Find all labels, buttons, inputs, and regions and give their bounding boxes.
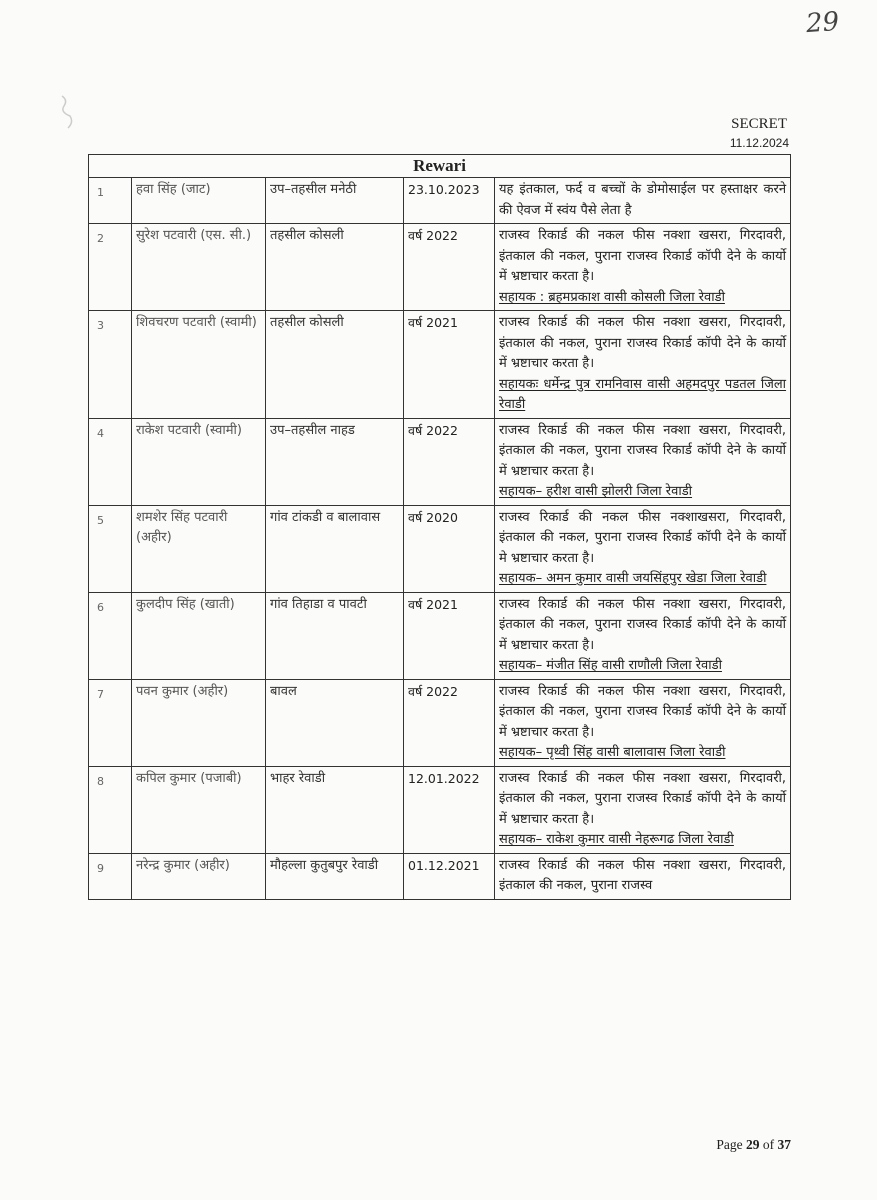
allegation-cell	[495, 224, 791, 311]
posting-place: बावल	[266, 679, 404, 766]
person-name: शमशेर सिंह पटवारी (अहीर)	[132, 505, 266, 592]
row-number: 4	[89, 418, 132, 505]
allegation-text: यह इंतकाल, फर्द व बच्चों के डोमोसाईल पर हस्ताक्षर करने की ऐवज में स्वंय पैसे लेता है	[499, 182, 787, 218]
report-date: 01.12.2021	[404, 853, 495, 899]
row-number: 6	[89, 592, 132, 679]
assistant-text: सहायक– हरीश वासी झोलरी जिला रेवाडी	[499, 484, 693, 499]
allegation-text: राजस्व रिकार्ड की नकल फीस नक्शाखसरा, गिरदावरी, इंतकाल की नकल, पुराना राजस्व रिकार्ड कॉपी देने के कार्यो मे भ्रष्टाचार करता है।	[499, 509, 787, 566]
allegation-cell	[495, 766, 791, 853]
table-row	[89, 178, 791, 224]
allegation-text: राजस्व रिकार्ड की नकल फीस नक्शा खसरा, गिरदावरी, इंतकाल की नकल, पुराना राजस्व रिकार्ड कॉपी देने के कार्यो में भ्रष्टाचार करता है।	[499, 422, 787, 479]
allegation-cell	[495, 853, 791, 899]
person-name: हवा सिंह (जाट)	[132, 178, 266, 224]
classification-label: SECRET	[731, 116, 787, 132]
row-number: 8	[89, 766, 132, 853]
footer-prefix: Page	[716, 1137, 746, 1152]
posting-place: तहसील कोसली	[266, 224, 404, 311]
report-date: वर्ष 2022	[404, 679, 495, 766]
footer-middle: of	[759, 1137, 778, 1152]
person-name: सुरेश पटवारी (एस. सी.)	[132, 224, 266, 311]
person-name: नरेन्द्र कुमार (अहीर)	[132, 853, 266, 899]
page-footer	[716, 1137, 791, 1153]
posting-place: भाहर रेवाडी	[266, 766, 404, 853]
allegation-cell	[495, 505, 791, 592]
posting-place: गांव तिहाडा व पावटी	[266, 592, 404, 679]
assistant-text: सहायक– राकेश कुमार वासी नेहरूगढ जिला रेवाडी	[499, 832, 734, 847]
row-number: 5	[89, 505, 132, 592]
report-date: वर्ष 2020	[404, 505, 495, 592]
allegation-text: राजस्व रिकार्ड की नकल फीस नक्शा खसरा, गिरदावरी, इंतकाल की नकल, पुराना राजस्व रिकार्ड कॉपी देने के कार्यो में भ्रष्टाचार करता है।	[499, 683, 787, 740]
row-number: 1	[89, 178, 132, 224]
person-name: कुलदीप सिंह (खाती)	[132, 592, 266, 679]
person-name: कपिल कुमार (पजाबी)	[132, 766, 266, 853]
person-name: राकेश पटवारी (स्वामी)	[132, 418, 266, 505]
table-row	[89, 766, 791, 853]
allegation-text: राजस्व रिकार्ड की नकल फीस नक्शा खसरा, गिरदावरी, इंतकाल की नकल, पुराना राजस्व रिकार्ड कॉपी देने के कार्यो में भ्रष्टाचार करता है।	[499, 770, 787, 827]
assistant-text: सहायक– मंजीत सिंह वासी राणौली जिला रेवाडी	[499, 658, 722, 673]
table-row	[89, 505, 791, 592]
table-row	[89, 679, 791, 766]
allegation-text: राजस्व रिकार्ड की नकल फीस नक्शा खसरा, गिरदावरी, इंतकाल की नकल, पुराना राजस्व रिकार्ड कॉपी देने के कार्यो में भ्रष्टाचार करता है।	[499, 315, 787, 371]
row-number: 9	[89, 853, 132, 899]
report-date: वर्ष 2022	[404, 418, 495, 505]
allegation-cell	[495, 311, 791, 419]
posting-place: उप–तहसील नाहड	[266, 418, 404, 505]
person-name: शिवचरण पटवारी (स्वामी)	[132, 311, 266, 419]
table-row	[89, 311, 791, 419]
assistant-text: सहायक : ब्रहमप्रकाश वासी कोसली जिला रेवाडी	[499, 289, 725, 305]
table-row	[89, 224, 791, 311]
allegation-cell	[495, 418, 791, 505]
posting-place: गांव टांकडी व बालावास	[266, 505, 404, 592]
table-row	[89, 853, 791, 899]
allegation-text: राजस्व रिकार्ड की नकल फीस नक्शा खसरा, गिरदावरी, इंतकाल की नकल, पुराना राजस्व रिकार्ड कॉपी देने के कार्यो में भ्रष्टाचार करता है।	[499, 596, 787, 653]
footer-total-pages: 37	[777, 1137, 791, 1152]
records-table	[88, 154, 791, 900]
report-date: वर्ष 2021	[404, 311, 495, 419]
district-title: Rewari	[89, 155, 791, 178]
posting-place: तहसील कोसली	[266, 311, 404, 419]
document-date: 11.12.2024	[729, 136, 789, 150]
table-title-row	[89, 155, 791, 178]
assistant-text: सहायक– पृथ्वी सिंह वासी बालावास जिला रेवाडी	[499, 745, 726, 760]
scan-smudge	[58, 92, 82, 132]
report-date: वर्ष 2022	[404, 224, 495, 311]
row-number: 2	[89, 224, 132, 311]
allegation-cell	[495, 592, 791, 679]
posting-place: मौहल्ला कुतुबपुर रेवाडी	[266, 853, 404, 899]
allegation-cell	[495, 178, 791, 224]
report-date: 12.01.2022	[404, 766, 495, 853]
row-number: 7	[89, 679, 132, 766]
row-number: 3	[89, 311, 132, 419]
person-name: पवन कुमार (अहीर)	[132, 679, 266, 766]
table-row	[89, 418, 791, 505]
table-row	[89, 592, 791, 679]
handwritten-page-number: 29	[804, 6, 841, 40]
allegation-cell	[495, 679, 791, 766]
assistant-text: सहायकः धर्मेन्द्र पुत्र रामनिवास वासी अहमदपुर पडतल जिला रेवाडी	[499, 376, 787, 412]
allegation-text: राजस्व रिकार्ड की नकल फीस नक्शा खसरा, गिरदावरी, इंतकाल की नकल, पुराना राजस्व रिकार्ड कॉपी देने के कार्यो में भ्रष्टाचार करता है।	[499, 228, 787, 284]
allegation-text: राजस्व रिकार्ड की नकल फीस नक्शा खसरा, गिरदावरी, इंतकाल की नकल, पुराना राजस्व	[499, 857, 787, 893]
posting-place: उप–तहसील मनेठी	[266, 178, 404, 224]
assistant-text: सहायक– अमन कुमार वासी जयसिंहपुर खेडा जिला रेवाडी	[499, 571, 767, 586]
footer-current-page: 29	[746, 1137, 760, 1152]
report-date: 23.10.2023	[404, 178, 495, 224]
report-date: वर्ष 2021	[404, 592, 495, 679]
